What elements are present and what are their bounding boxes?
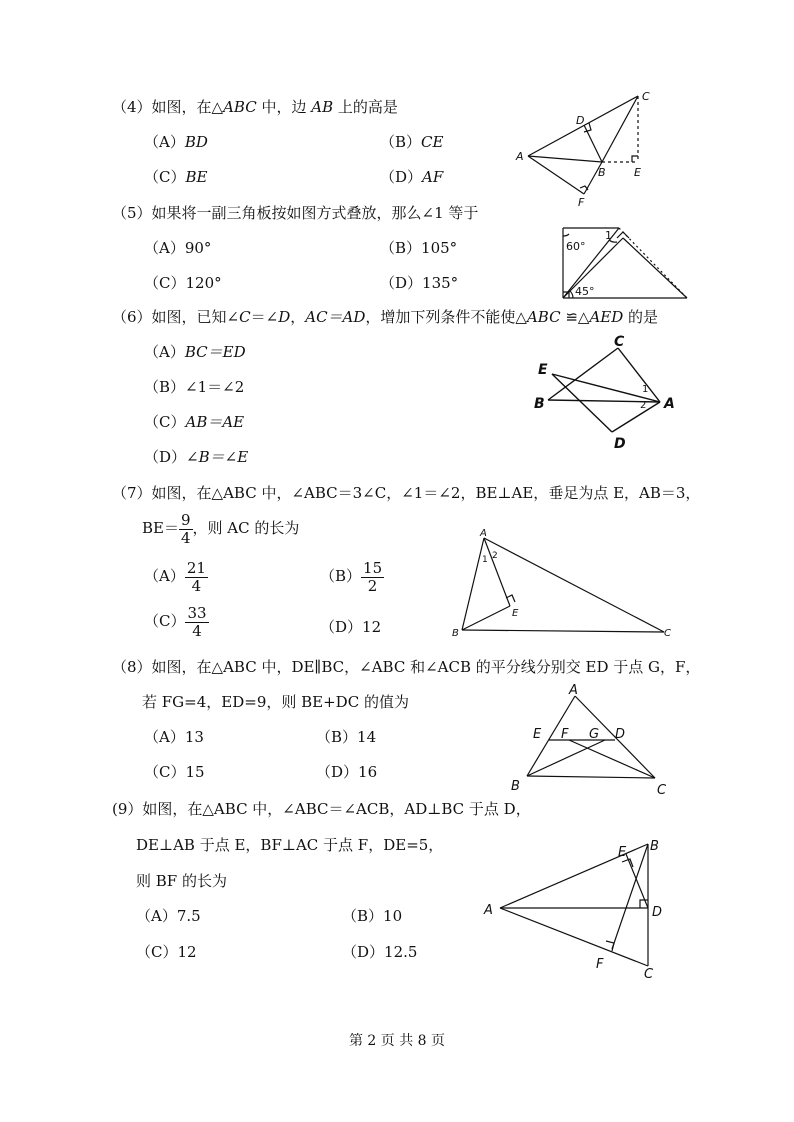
q6-label-1: 1 xyxy=(642,384,649,395)
q8-option-a: （A）13 xyxy=(144,728,204,746)
q7-line-bc xyxy=(462,630,664,632)
q6-label-e: E xyxy=(538,362,548,378)
q8-option-b: （B）14 xyxy=(316,728,377,746)
q9-label-b: B xyxy=(650,839,659,854)
q5-option-a: （A）90° xyxy=(144,239,212,257)
q5-arc-45 xyxy=(570,291,573,298)
q4-stem: （4）如图，在△ABC 中，边 AB 上的高是 xyxy=(112,98,398,116)
q9-stem-line3: 则 BF 的长为 xyxy=(136,872,227,890)
q9-stem-line2: DE⊥AB 于点 E，BF⊥AC 于点 F，DE=5， xyxy=(136,836,444,854)
q6-stem: （6）如图，已知∠C＝∠D，AC＝AD，增加下列条件不能使△ABC ≌△AED 的是 xyxy=(112,308,659,326)
q5-option-c: （C）120° xyxy=(144,274,222,292)
q4-line-af xyxy=(528,156,584,194)
q9-option-b: （B）10 xyxy=(342,907,403,925)
q7-label-c: C xyxy=(664,628,671,639)
q6-label-d: D xyxy=(614,436,626,452)
q9-label-e: E xyxy=(618,845,627,860)
q4-option-a: （A）BD xyxy=(144,133,208,151)
q5-label-45: 45° xyxy=(575,285,595,298)
q9-label-f: F xyxy=(596,957,604,972)
q8-label-d: D xyxy=(615,727,626,742)
q9-option-c: （C）12 xyxy=(136,943,197,961)
q6-option-b: （B）∠1＝∠2 xyxy=(144,378,245,396)
q8-line-bc xyxy=(527,776,655,778)
q8-stem-line1: （8）如图，在△ABC 中，DE∥BC，∠ABC 和∠ACB 的平分线分别交 ED 于点 G，F， xyxy=(112,658,701,676)
q9-label-c: C xyxy=(644,967,654,982)
q5-option-b: （B）105° xyxy=(380,239,458,257)
q7-option-b: （B） $\frac{15}{2}$ xyxy=(320,559,383,595)
q5-option-d: （D）135° xyxy=(380,274,459,292)
q8-line-bg xyxy=(527,740,605,776)
q9-stem-line1: (9）如图，在△ABC 中，∠ABC＝∠ACB，AD⊥BC 于点 D， xyxy=(112,800,531,818)
q4-label-f: F xyxy=(578,196,585,209)
q7-label-a: A xyxy=(480,528,487,539)
q6-line-ad xyxy=(612,402,660,432)
q8-label-b: B xyxy=(511,779,520,794)
q9-line-ac xyxy=(500,908,648,966)
q8-label-c: C xyxy=(657,783,667,798)
q7-line-be xyxy=(462,606,510,630)
q7-option-c: （C） $\frac{33}{4}$ xyxy=(144,604,207,640)
page-footer: 第 2 页 共 8 页 xyxy=(348,1033,446,1049)
q8-option-c: （C）15 xyxy=(144,763,205,781)
q6-label-b: B xyxy=(534,396,545,412)
q5-line-45-right xyxy=(623,238,687,298)
q5-label-60: 60° xyxy=(566,240,586,253)
q7-line-ae xyxy=(484,538,510,606)
q4-figure xyxy=(510,90,670,210)
q4-label-c: C xyxy=(642,90,650,103)
q6-line-ac xyxy=(618,348,660,402)
q5-label-1: 1 xyxy=(605,229,612,242)
q6-option-d: （D）∠B＝∠E xyxy=(144,448,249,466)
q4-label-e: E xyxy=(634,166,641,179)
q8-label-e: E xyxy=(533,727,542,742)
q6-option-c: （C）AB＝AE xyxy=(144,413,245,431)
q9-label-a: A xyxy=(484,903,493,918)
q6-line-de xyxy=(552,374,612,432)
q4-label-b: B xyxy=(598,166,606,179)
q7-figure xyxy=(450,528,680,643)
q4-option-d: （D）AF xyxy=(380,168,444,186)
q4-line-bd xyxy=(584,125,602,162)
q7-option-a: （A） $\frac{21}{4}$ xyxy=(144,559,206,595)
q6-option-a: （A）BC＝ED xyxy=(144,343,246,361)
q7-stem-line2: BE＝ $\frac{9}{4}$ ，则 AC 的长为 xyxy=(142,511,300,547)
q7-label-b: B xyxy=(452,628,459,639)
q8-label-a: A xyxy=(569,683,578,698)
q5-stem: （5）如果将一副三角板按如图方式叠放，那么∠1 等于 xyxy=(112,204,479,222)
q9-option-d: （D）12.5 xyxy=(342,943,418,961)
q4-label-d: D xyxy=(576,114,585,127)
q7-stem-line1: （7）如图，在△ABC 中，∠ABC＝3∠C，∠1＝∠2，BE⊥AE，垂足为点 E，AB＝3， xyxy=(112,484,701,502)
q6-label-a: A xyxy=(664,396,675,412)
q4-option-b: （B）CE xyxy=(380,133,444,151)
q8-label-g: G xyxy=(589,727,600,742)
q6-label-2: 2 xyxy=(640,400,647,411)
q8-figure xyxy=(505,682,685,800)
q9-option-a: （A）7.5 xyxy=(136,907,201,925)
q5-figure xyxy=(555,222,695,304)
q4-right-angle-e xyxy=(632,156,638,162)
q7-be-fraction: $\frac{9}{4}$ xyxy=(180,511,191,547)
q7-label-2: 2 xyxy=(492,551,498,561)
q9-figure xyxy=(480,836,680,982)
q6-label-c: C xyxy=(614,334,625,350)
q9-label-d: D xyxy=(652,905,663,920)
q7-line-ab xyxy=(462,538,484,630)
q6-figure xyxy=(530,336,690,456)
q4-line-ab xyxy=(528,156,602,162)
q8-label-f: F xyxy=(561,727,569,742)
q6-line-cb xyxy=(548,348,618,400)
q8-stem-line2: 若 FG=4，ED=9，则 BE+DC 的值为 xyxy=(142,693,409,711)
q7-option-d: （D）12 xyxy=(320,618,382,636)
q5-line-dotted xyxy=(619,228,687,298)
q4-label-a: A xyxy=(516,150,524,163)
q4-option-c: （C）BE xyxy=(144,168,208,186)
q8-option-d: （D）16 xyxy=(316,763,378,781)
q7-line-ac xyxy=(484,538,664,632)
q8-line-cf xyxy=(569,740,655,778)
q7-label-1: 1 xyxy=(482,555,488,565)
q5-arc-60 xyxy=(563,234,569,236)
q7-label-e: E xyxy=(512,608,519,619)
